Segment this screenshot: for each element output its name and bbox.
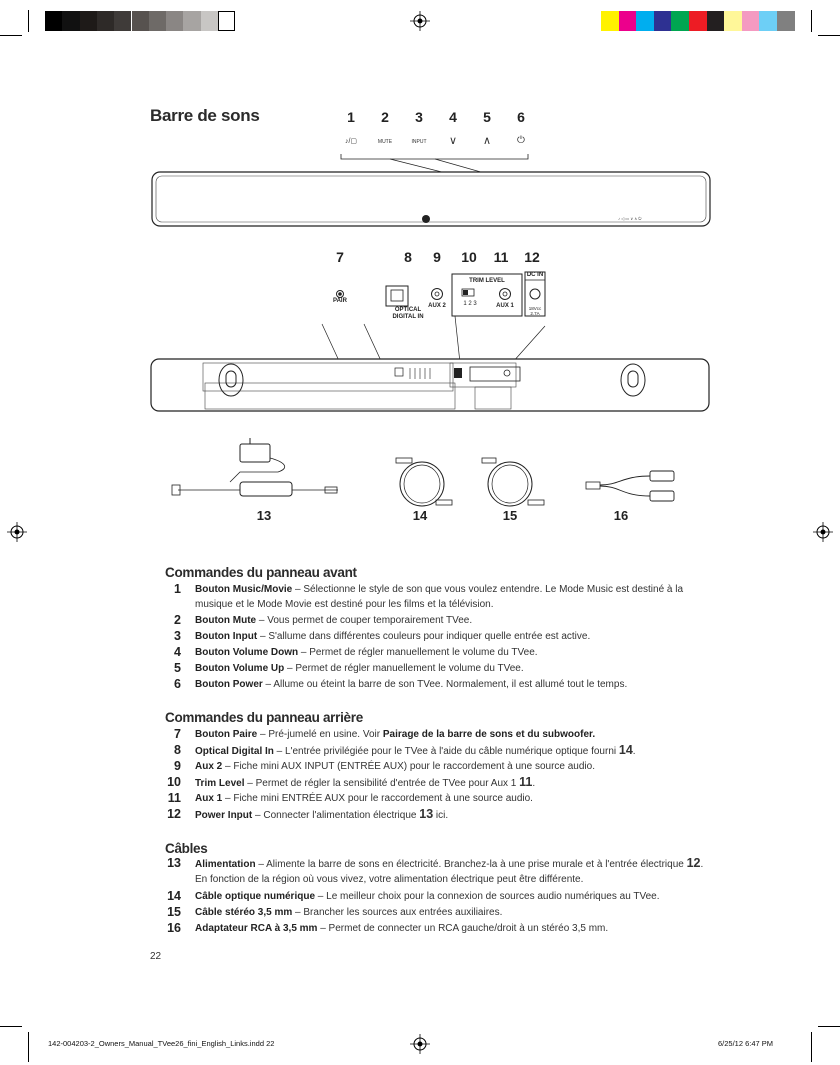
rca-adapter-icon <box>586 471 674 501</box>
callout-number: 9 <box>433 249 441 265</box>
callout-number: 16 <box>613 508 629 523</box>
stereo-cable-icon <box>482 458 544 506</box>
digital-in-label: DIGITAL IN <box>392 314 424 320</box>
crop-mark <box>818 35 840 36</box>
color-swatch <box>742 11 760 31</box>
page-title: Barre de sons <box>150 106 260 125</box>
callout-number: 10 <box>461 249 477 265</box>
volume-up-icon: ∧ <box>482 135 492 147</box>
crop-mark <box>0 1026 22 1027</box>
registration-mark-icon <box>813 522 833 542</box>
list-item: 1 Bouton Music/Movie – Sélectionne le style de son que vous voulez entendre. Le Mode Music est destiné à la musique et le Mode Movie est destiné pour les films et la télévision. <box>174 582 684 610</box>
dc-in-label: DC IN <box>526 272 544 278</box>
gray-swatch <box>201 11 218 31</box>
gray-swatch <box>166 11 183 31</box>
power-adapter-icon <box>172 438 338 496</box>
music-movie-button-label: ♪/▢ <box>344 138 358 145</box>
callout-number: 2 <box>381 109 389 125</box>
color-swatch <box>601 11 619 31</box>
dc-spec-label: 18Vcc <box>528 306 542 311</box>
gray-swatch <box>80 11 97 31</box>
color-swatch <box>759 11 777 31</box>
dc-spec-label: 2.7A <box>530 311 540 316</box>
gray-swatch <box>149 11 166 31</box>
gray-swatch <box>114 11 131 31</box>
color-swatch <box>724 11 742 31</box>
callout-number: 6 <box>517 109 525 125</box>
crop-mark <box>28 1032 29 1062</box>
trim-scale-label: 1 2 3 <box>463 301 477 307</box>
footer-file-info: 142-004203-2_Owners_Manual_TVee26_fini_English_Links.indd 22 <box>48 1039 275 1048</box>
svg-text:♪ ◁ ▭ ∨ ∧ ⏻: ♪ ◁ ▭ ∨ ∧ ⏻ <box>618 216 642 221</box>
callout-number: 4 <box>449 109 457 125</box>
page-number: 22 <box>150 951 162 962</box>
trim-level-label: TRIM LEVEL <box>469 278 505 284</box>
callout-number: 15 <box>502 508 518 523</box>
volume-down-icon: ∨ <box>448 135 458 147</box>
color-swatch <box>689 11 707 31</box>
gray-swatch <box>218 11 235 31</box>
callout-number: 5 <box>483 109 491 125</box>
color-swatch <box>671 11 689 31</box>
optical-cable-icon <box>396 458 452 506</box>
aux1-label: AUX 1 <box>496 303 514 309</box>
color-swatch <box>619 11 637 31</box>
callout-number: 11 <box>493 249 509 265</box>
soundbar-front-illustration <box>140 150 720 235</box>
callout-number: 13 <box>256 508 272 523</box>
color-swatch <box>636 11 654 31</box>
callout-number: 12 <box>524 249 540 265</box>
color-swatch <box>654 11 672 31</box>
gray-swatch <box>97 11 114 31</box>
aux2-label: AUX 2 <box>428 303 446 309</box>
registration-mark-icon <box>410 11 430 31</box>
crop-mark <box>28 10 29 32</box>
crop-mark <box>811 10 812 32</box>
callout-number: 1 <box>347 109 355 125</box>
crop-mark <box>811 1032 812 1062</box>
color-swatch <box>777 11 795 31</box>
callout-number: 14 <box>412 508 428 523</box>
gray-swatch <box>62 11 79 31</box>
gray-swatch <box>45 11 62 31</box>
pair-label: PAIR <box>333 298 347 304</box>
crop-mark <box>818 1026 840 1027</box>
section-heading: Câbles <box>165 841 208 856</box>
rear-panel-detail-illustration <box>300 268 570 368</box>
input-button-label: INPUT <box>411 139 427 145</box>
callout-number: 8 <box>404 249 412 265</box>
crop-mark <box>0 35 22 36</box>
section-heading: Commandes du panneau avant <box>165 565 357 580</box>
section-heading: Commandes du panneau arrière <box>165 710 363 725</box>
optical-label: OPTICAL <box>394 307 422 313</box>
gray-swatch <box>132 11 149 31</box>
accessories-illustration <box>160 438 700 518</box>
gray-swatch <box>183 11 200 31</box>
mute-button-label: MUTE <box>377 139 393 145</box>
power-icon: ⏻ <box>517 135 525 146</box>
registration-mark-icon <box>410 1034 430 1054</box>
registration-mark-icon <box>7 522 27 542</box>
footer-timestamp: 6/25/12 6:47 PM <box>718 1039 774 1048</box>
callout-number: 3 <box>415 109 423 125</box>
color-swatch <box>707 11 725 31</box>
list-item: 13 Alimentation – Alimente la barre de sons en électricité. Branchez-la à une prise murale et à l'entrée électrique 12. En fonction de la région où vous vivez, votre alimentation électrique peut être différente. <box>167 856 704 885</box>
soundbar-rear-illustration <box>145 355 715 417</box>
callout-number: 7 <box>336 249 344 265</box>
